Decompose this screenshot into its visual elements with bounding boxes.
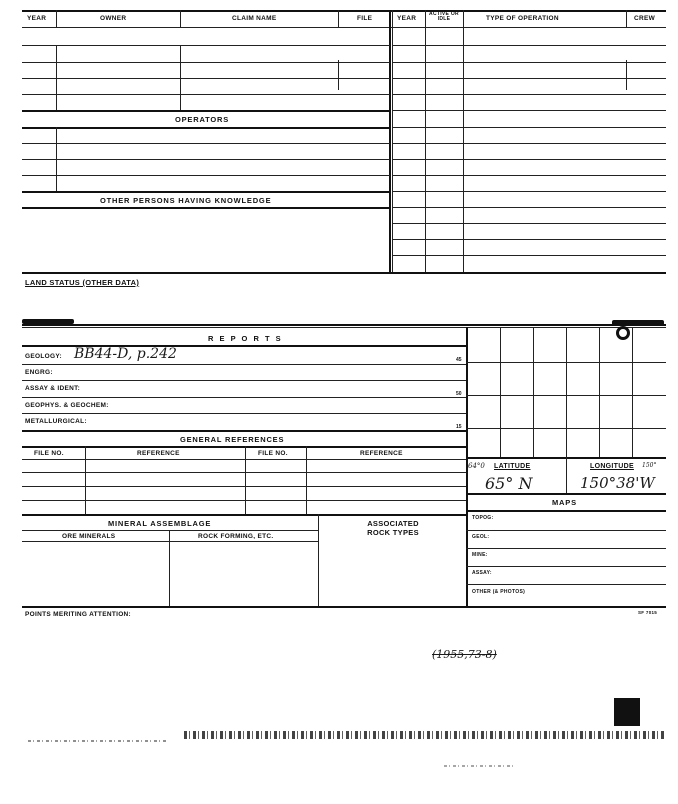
rule (392, 239, 666, 240)
rule (22, 159, 390, 160)
rule (22, 472, 466, 473)
rule (85, 446, 86, 514)
rule (22, 541, 318, 542)
row-number: 15 (456, 424, 462, 430)
metallurgical-label: METALLURGICAL: (25, 418, 87, 425)
rule (392, 78, 666, 79)
rule (22, 446, 466, 448)
ref-header-reference-1: REFERENCE (137, 450, 180, 457)
rule (22, 78, 390, 79)
rule (466, 362, 666, 363)
rule (392, 94, 666, 95)
rule (22, 143, 390, 144)
rule (22, 514, 466, 516)
rule (22, 413, 466, 414)
rule (22, 27, 666, 28)
rule (22, 364, 466, 365)
associated-rock-types-label: ASSOCIATED ROCK TYPES (367, 519, 419, 537)
rule (466, 584, 666, 585)
rule (463, 10, 464, 274)
header-type-of-operation: TYPE OF OPERATION (486, 15, 559, 22)
rule (626, 10, 627, 27)
rule (338, 60, 339, 90)
assay-ident-label: ASSAY & IDENT: (25, 385, 81, 392)
header-year: YEAR (27, 15, 47, 22)
rule (22, 380, 466, 381)
scan-noise (444, 765, 514, 767)
rule (180, 10, 181, 27)
rule (22, 207, 390, 209)
general-references-label: GENERAL REFERENCES (180, 435, 285, 444)
rule (22, 486, 466, 487)
form-code: SF 7015 (638, 610, 658, 615)
rule (22, 500, 466, 501)
rule (566, 327, 567, 457)
rule (533, 327, 534, 457)
rule (22, 530, 318, 531)
rule (22, 430, 466, 432)
rule (306, 446, 307, 514)
rule (22, 62, 390, 63)
rule (392, 45, 666, 46)
header-crew: CREW (634, 15, 656, 22)
latitude-mark: 64°0 (468, 462, 485, 470)
maps-geol: GEOL: (472, 534, 490, 540)
row-number: 45 (456, 357, 462, 363)
rule (392, 159, 666, 160)
header-owner: OWNER (100, 15, 127, 22)
rule (392, 207, 666, 208)
maps-topog: TOPOG: (472, 515, 494, 521)
rock-forming-label: ROCK FORMING, ETC. (198, 533, 274, 540)
rule (566, 457, 567, 493)
rule (500, 327, 501, 457)
rule (22, 459, 466, 460)
scan-noise (184, 731, 664, 739)
rule (56, 127, 57, 191)
rule (22, 94, 390, 95)
hole-punch-icon (616, 326, 630, 340)
ref-header-reference-2: REFERENCE (360, 450, 403, 457)
rule (425, 10, 426, 274)
rule (56, 45, 57, 110)
ore-minerals-label: ORE MINERALS (62, 533, 116, 540)
header-active-or-idle: ACTIVE OR IDLE (429, 11, 459, 22)
rule (22, 397, 466, 398)
rule (22, 272, 666, 274)
rule (392, 255, 666, 256)
maps-assay: ASSAY: (472, 570, 492, 576)
rule (392, 223, 666, 224)
reports-title: R E P O R T S (208, 334, 283, 343)
rule (22, 45, 390, 46)
crossed-note: (1955,73-8) (432, 648, 497, 661)
geology-label: GEOLOGY: (25, 353, 62, 360)
rule (466, 566, 666, 567)
maps-mine: MINE: (472, 552, 488, 558)
ref-header-file-no-1: FILE NO. (34, 450, 64, 457)
rule (180, 45, 181, 110)
latitude-value: 65° N (485, 474, 533, 493)
rule (389, 10, 391, 274)
rule (245, 446, 246, 514)
geophys-label: GEOPHYS. & GEOCHEM: (25, 402, 109, 409)
longitude-mark: 150° (642, 462, 657, 469)
rule (22, 191, 390, 193)
mineral-assemblage-title: MINERAL ASSEMBLAGE (108, 519, 212, 528)
operators-label: OPERATORS (175, 115, 230, 124)
rule (22, 175, 390, 176)
land-status-label: LAND STATUS (OTHER DATA) (25, 278, 140, 287)
rule (599, 327, 600, 457)
latitude-label: LATITUDE (494, 463, 531, 470)
other-persons-label: OTHER PERSONS HAVING KNOWLEDGE (100, 196, 272, 205)
rule (466, 548, 666, 549)
rule (318, 514, 319, 607)
rule (22, 110, 390, 112)
ref-header-file-no-2: FILE NO. (258, 450, 288, 457)
rule (392, 127, 666, 128)
rule (466, 428, 666, 429)
rule (632, 327, 633, 457)
rule (392, 62, 666, 63)
longitude-label: LONGITUDE (590, 463, 634, 470)
rule (22, 606, 666, 608)
header-claim-name: CLAIM NAME (232, 15, 277, 22)
rule (338, 10, 339, 27)
rule (392, 175, 666, 176)
rule (22, 324, 666, 326)
rule (466, 395, 666, 396)
rule (56, 10, 57, 27)
points-meriting-label: POINTS MERITING ATTENTION: (25, 611, 132, 618)
rule (22, 10, 666, 12)
scan-mark (614, 698, 640, 726)
maps-title: MAPS (552, 498, 577, 507)
engrg-label: ENGRG: (25, 369, 53, 376)
geology-value: BB44-D, p.242 (74, 346, 177, 362)
header-file: FILE (357, 15, 373, 22)
rule (466, 510, 666, 512)
rule (392, 110, 666, 111)
rule (22, 127, 390, 129)
rule (392, 10, 393, 274)
longitude-value: 150°38'W (580, 474, 655, 492)
rule (466, 530, 666, 531)
rule (392, 143, 666, 144)
rule (169, 530, 170, 607)
smudge (612, 320, 664, 326)
rule (392, 191, 666, 192)
rule (626, 60, 627, 90)
maps-other: OTHER (& PHOTOS) (472, 589, 526, 595)
rule (22, 327, 666, 328)
scan-noise (28, 740, 168, 742)
header-year-2: YEAR (397, 15, 417, 22)
rule (466, 493, 666, 495)
row-number: 50 (456, 391, 462, 397)
